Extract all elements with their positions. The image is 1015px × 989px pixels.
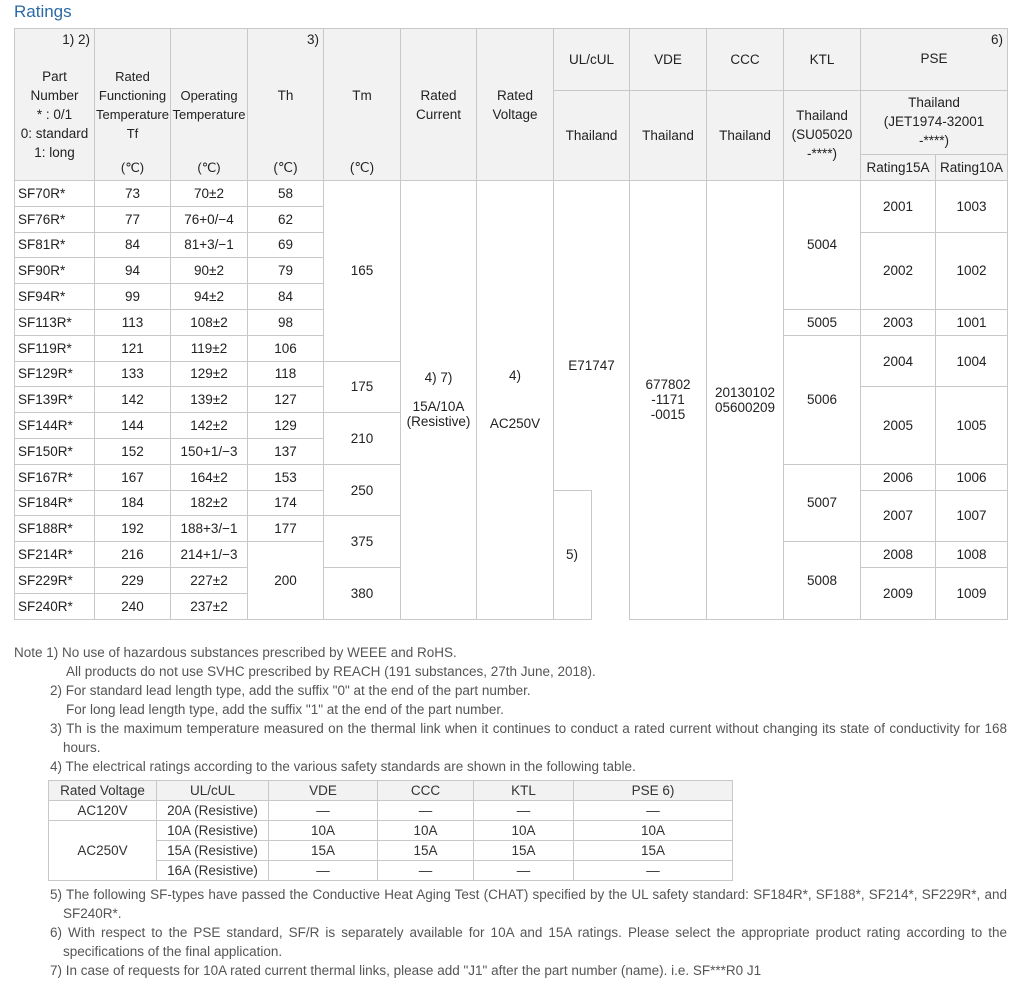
note-5: 5) The following SF-types have passed the Conductive Heat Aging Test (CHAT) specified by the UL safety standard: SF184R*, SF188*, SF214*, SF229R*, and SF240R*.: [50, 887, 1007, 921]
pse-10a-value: 1008: [936, 542, 1008, 568]
note-1-cont: All products do not use SVHC prescribed by REACH (191 substances, 27th June, 2018).: [66, 664, 596, 679]
vde-value-line: -0015: [650, 407, 686, 423]
header-text: Voltage: [492, 107, 538, 122]
rated-current: 15A/10A: [412, 399, 465, 415]
tf-value: 240: [95, 593, 171, 619]
rated-voltage-cell: [477, 181, 554, 620]
elec-cell: —: [474, 861, 574, 881]
header-pse-10a: Rating10A: [936, 155, 1008, 181]
elec-cell: —: [378, 801, 474, 821]
header-text: Thailand: [796, 108, 848, 123]
elec-header: VDE: [269, 781, 378, 801]
pse-15a-value: 2003: [861, 309, 936, 335]
operating-temp: 81+3/−1: [171, 232, 248, 258]
header-text: Rated: [496, 88, 534, 103]
tm-value: 175: [324, 361, 401, 413]
th-value: 84: [248, 284, 324, 310]
pse-15a-value: 2005: [861, 387, 936, 464]
header-text: Thailand: [908, 95, 960, 110]
pse-10a-value: 1005: [936, 387, 1008, 464]
elec-cell: 15A: [474, 841, 574, 861]
header-th: [248, 29, 324, 181]
header-text: Tm: [352, 88, 372, 103]
header-text: (SU05020: [791, 127, 853, 142]
elec-cell: 16A (Resistive): [157, 861, 269, 881]
header-text: Tf: [126, 126, 139, 141]
operating-temp: 182±2: [171, 490, 248, 516]
part-number: SF229R*: [15, 567, 95, 593]
vde-cell: [630, 181, 707, 620]
operating-temp: 129±2: [171, 361, 248, 387]
rated-voltage: AC120V: [49, 801, 157, 821]
header-text: Number: [30, 88, 79, 103]
operating-temp: 142±2: [171, 413, 248, 439]
table-row: [15, 181, 1008, 207]
th-value: 177: [248, 516, 324, 542]
tm-value: 250: [324, 464, 401, 516]
part-number: SF150R*: [15, 438, 95, 464]
part-number: SF188R*: [15, 516, 95, 542]
header-text: * : 0/1: [36, 107, 73, 122]
pse-10a-value: 1002: [936, 232, 1008, 309]
th-value: 58: [248, 181, 324, 207]
elec-cell: 15A: [574, 841, 733, 861]
part-number: SF70R*: [15, 181, 95, 207]
operating-temp: 164±2: [171, 464, 248, 490]
pse-15a-value: 2008: [861, 542, 936, 568]
pse-15a-value: 2007: [861, 490, 936, 542]
ratings-table: [14, 28, 1008, 620]
header-vde-thailand: Thailand: [630, 91, 707, 181]
th-value: 106: [248, 335, 324, 361]
operating-temp: 150+1/−3: [171, 438, 248, 464]
elec-cell: —: [269, 861, 378, 881]
tf-value: 216: [95, 542, 171, 568]
part-number: SF167R*: [15, 464, 95, 490]
rated-current-type: (Resistive): [406, 414, 471, 430]
header-operating-temperature: [171, 29, 248, 181]
header-ccc-thailand: Thailand: [707, 91, 784, 181]
rated-voltage: AC250V: [489, 416, 541, 432]
header-ul: UL/cUL: [554, 29, 630, 91]
header-text: Current: [415, 107, 461, 122]
operating-temp: 237±2: [171, 593, 248, 619]
ul-blank: [592, 490, 630, 619]
th-value: 129: [248, 413, 324, 439]
header-unit: (℃): [273, 160, 298, 175]
notes: [14, 643, 1007, 980]
elec-cell: —: [474, 801, 574, 821]
elec-header: PSE 6): [574, 781, 733, 801]
header-text: Part: [42, 69, 67, 84]
header-text: 0: standard: [20, 126, 89, 141]
header-text: (JET1974-32001: [883, 114, 985, 129]
th-value: 137: [248, 438, 324, 464]
tf-value: 167: [95, 464, 171, 490]
operating-temp: 227±2: [171, 567, 248, 593]
elec-header: Rated Voltage: [49, 781, 157, 801]
th-value: 153: [248, 464, 324, 490]
part-number: SF214R*: [15, 542, 95, 568]
elec-cell: 10A: [474, 821, 574, 841]
header-vde: VDE: [630, 29, 707, 91]
tf-value: 73: [95, 181, 171, 207]
note-ref: 3): [306, 32, 319, 47]
elec-cell: 10A: [378, 821, 474, 841]
header-text: -****): [807, 146, 838, 161]
tm-value: 210: [324, 413, 401, 465]
elec-cell: 15A: [378, 841, 474, 861]
note-1: Note 1) No use of hazardous substances prescribed by WEEE and RoHS.: [14, 645, 457, 660]
th-value: 118: [248, 361, 324, 387]
note-ref: 4): [508, 368, 521, 384]
tm-value: 165: [324, 181, 401, 362]
elec-cell: —: [378, 861, 474, 881]
header-ccc: CCC: [707, 29, 784, 91]
tf-value: 144: [95, 413, 171, 439]
note-2: 2) For standard lead length type, add the suffix "0" at the end of the part number.: [50, 683, 531, 698]
tf-value: 99: [95, 284, 171, 310]
tf-value: 229: [95, 567, 171, 593]
th-value: 174: [248, 490, 324, 516]
header-ktl: KTL: [784, 29, 861, 91]
ktl-value: 5007: [784, 464, 861, 541]
header-rated-functioning-temperature: [95, 29, 171, 181]
ktl-value: 5006: [784, 335, 861, 464]
header-unit: (℃): [120, 160, 145, 175]
th-value: 79: [248, 258, 324, 284]
tf-value: 152: [95, 438, 171, 464]
th-value: 127: [248, 387, 324, 413]
elec-header: KTL: [474, 781, 574, 801]
elec-header: CCC: [378, 781, 474, 801]
note-3: 3) Th is the maximum temperature measured on the thermal link when it continues to conduct a rated current without changing its state of conductivity for 168 hours.: [50, 721, 1007, 755]
operating-temp: 76+0/−4: [171, 206, 248, 232]
pse-10a-value: 1009: [936, 567, 1008, 619]
note-ref: 4) 7): [424, 370, 453, 386]
part-number: SF119R*: [15, 335, 95, 361]
pse-10a-value: 1006: [936, 464, 1008, 490]
note-ref: 1) 2): [62, 32, 90, 47]
tf-value: 77: [95, 206, 171, 232]
pse-10a-value: 1003: [936, 181, 1008, 233]
vde-value-line: 677802: [645, 377, 691, 393]
tf-value: 84: [95, 232, 171, 258]
part-number: SF113R*: [15, 309, 95, 335]
pse-10a-value: 1004: [936, 335, 1008, 387]
tf-value: 121: [95, 335, 171, 361]
header-pse-thailand: [861, 91, 1008, 155]
ccc-cell: [707, 181, 784, 620]
tf-value: 133: [95, 361, 171, 387]
header-text: Rated: [115, 69, 150, 84]
ccc-value-line: 20130102: [714, 384, 776, 400]
header-rated-current: [401, 29, 477, 181]
header-text: Th: [277, 88, 294, 103]
part-number: SF90R*: [15, 258, 95, 284]
electrical-ratings-table: [48, 780, 733, 881]
note-6: 6) With respect to the PSE standard, SF/R is separately available for 10A and 15A ratings. Please select the appropriate product rating according to the specifications of the final application.: [50, 925, 1007, 959]
tm-value: 380: [324, 567, 401, 619]
rated-voltage: AC250V: [49, 821, 157, 881]
header-text: Temperature: [172, 107, 246, 122]
part-number: SF139R*: [15, 387, 95, 413]
th-value: 69: [248, 232, 324, 258]
operating-temp: 214+1/−3: [171, 542, 248, 568]
elec-cell: 10A: [574, 821, 733, 841]
table-row: [49, 801, 733, 821]
operating-temp: 94±2: [171, 284, 248, 310]
elec-cell: —: [574, 801, 733, 821]
header-unit: (℃): [349, 160, 375, 175]
header-pse-15a: Rating15A: [861, 155, 936, 181]
elec-cell: 15A (Resistive): [157, 841, 269, 861]
th-value: 200: [248, 542, 324, 619]
operating-temp: 188+3/−1: [171, 516, 248, 542]
ktl-value: 5004: [784, 181, 861, 310]
part-number: SF76R*: [15, 206, 95, 232]
header-text: -****): [919, 133, 950, 148]
tf-value: 113: [95, 309, 171, 335]
note-7: 7) In case of requests for 10A rated current thermal links, please add "J1" after the part number (name). i.e. SF***R0 J1: [50, 963, 762, 978]
pse-15a-value: 2002: [861, 232, 936, 309]
elec-cell: —: [574, 861, 733, 881]
ccc-value-line: 05600209: [714, 399, 776, 415]
tf-value: 94: [95, 258, 171, 284]
th-value: 98: [248, 309, 324, 335]
tf-value: 142: [95, 387, 171, 413]
header-ul-thailand: Thailand: [554, 91, 630, 181]
rated-current-cell: [401, 181, 477, 620]
vde-value-line: -1171: [651, 392, 685, 408]
operating-temp: 90±2: [171, 258, 248, 284]
part-number: SF129R*: [15, 361, 95, 387]
header-tm: [324, 29, 401, 181]
part-number: SF144R*: [15, 413, 95, 439]
header-unit: (℃): [197, 160, 221, 175]
tf-value: 192: [95, 516, 171, 542]
note-2-cont: For long lead length type, add the suffix "1" at the end of the part number.: [66, 702, 504, 717]
note-ref: 6): [991, 32, 1004, 47]
page-title: Ratings: [14, 2, 72, 21]
part-number: SF240R*: [15, 593, 95, 619]
ul-note-ref: 5): [554, 490, 592, 619]
operating-temp: 119±2: [171, 335, 248, 361]
operating-temp: 108±2: [171, 309, 248, 335]
header-text: Operating: [180, 88, 238, 103]
elec-cell: 15A: [269, 841, 378, 861]
header-text: Temperature: [96, 107, 169, 122]
th-value: 62: [248, 206, 324, 232]
header-pse: [861, 29, 1008, 91]
header-text: PSE: [920, 51, 948, 66]
ktl-value: 5008: [784, 542, 861, 619]
pse-15a-value: 2001: [861, 181, 936, 233]
part-number: SF94R*: [15, 284, 95, 310]
tm-value: 375: [324, 516, 401, 568]
elec-cell: 10A: [269, 821, 378, 841]
pse-15a-value: 2006: [861, 464, 936, 490]
table-row: [49, 821, 733, 841]
header-part-number: [15, 29, 95, 181]
ul-value: E71747: [554, 181, 630, 491]
ktl-value: 5005: [784, 309, 861, 335]
part-number: SF184R*: [15, 490, 95, 516]
pse-10a-value: 1001: [936, 309, 1008, 335]
header-text: Functioning: [98, 88, 167, 103]
pse-15a-value: 2004: [861, 335, 936, 387]
pse-10a-value: 1007: [936, 490, 1008, 542]
operating-temp: 139±2: [171, 387, 248, 413]
header-rated-voltage: [477, 29, 554, 181]
elec-cell: 20A (Resistive): [157, 801, 269, 821]
header-ktl-thailand: [784, 91, 861, 181]
header-text: Rated: [420, 88, 457, 103]
part-number: SF81R*: [15, 232, 95, 258]
pse-15a-value: 2009: [861, 567, 936, 619]
elec-cell: 10A (Resistive): [157, 821, 269, 841]
tf-value: 184: [95, 490, 171, 516]
note-4: 4) The electrical ratings according to the various safety standards are shown in the following table.: [50, 759, 636, 774]
elec-header: UL/cUL: [157, 781, 269, 801]
elec-cell: —: [269, 801, 378, 821]
operating-temp: 70±2: [171, 181, 248, 207]
header-text: 1: long: [34, 145, 75, 160]
